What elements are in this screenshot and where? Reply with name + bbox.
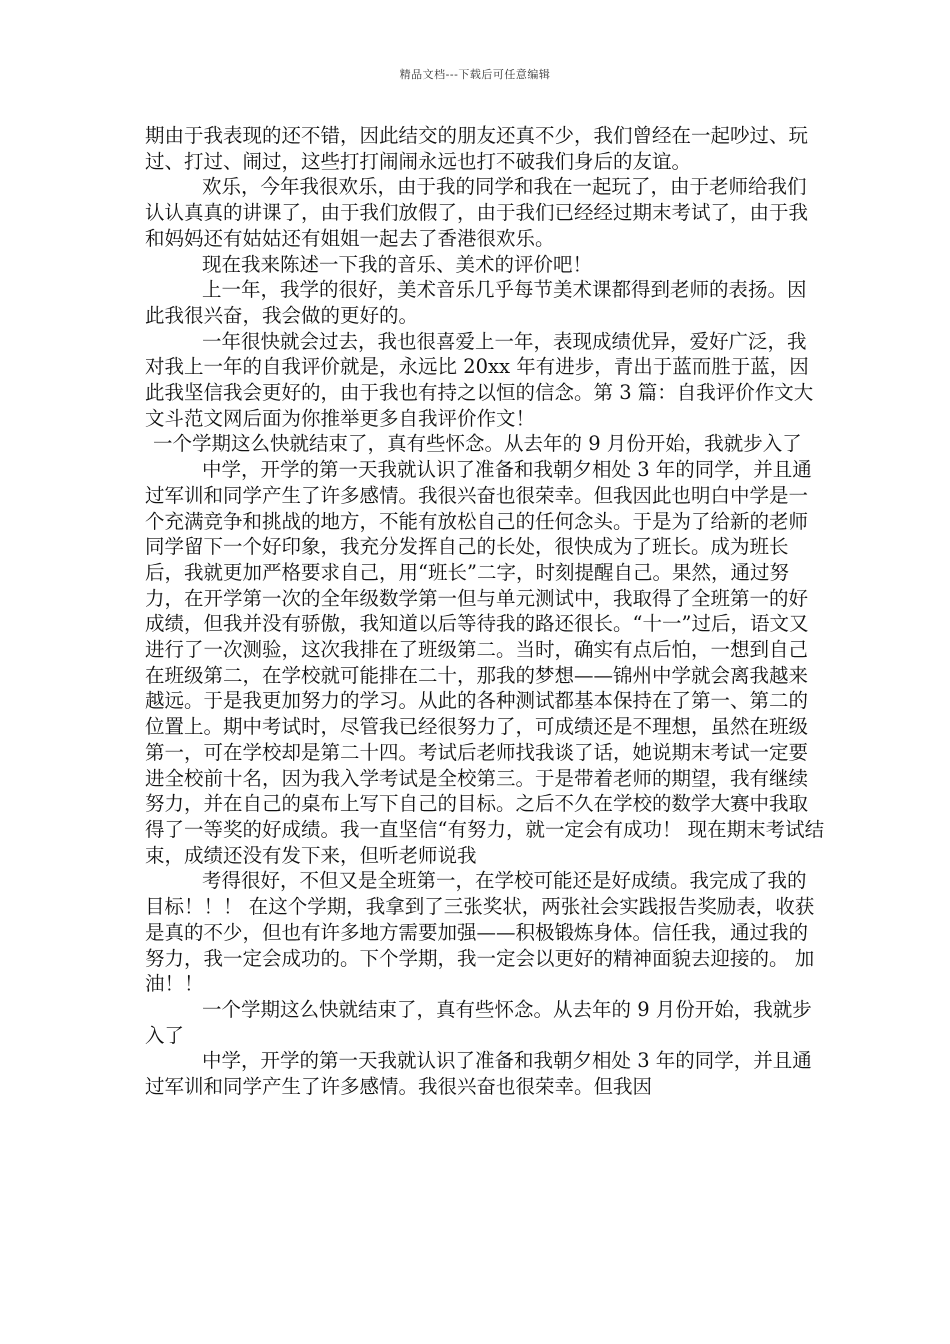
paragraph: 欢乐，今年我很欢乐，由于我的同学和我在一起玩了，由于老师给我们认认真真的讲课了，由于我们放假了，由于我们已经经过期末考试了，由于我和妈妈还有姑姑还有姐姐一起去了香港很欢乐。 bbox=[145, 175, 809, 250]
page-header: 精品文档---下载后可任意编辑 bbox=[399, 68, 551, 81]
paragraph: 考得很好，不但又是全班第一，在学校可能还是好成绩。我完成了我的目标！！！ 在这个学期，我拿到了三张奖状，两张社会实践报告奖励表，收获是真的不少，但也有许多地方需要加强——积极锻炼身体。信任我，通过我的努力，我一定会成功的。下个学期，我一定会以更好的精神面貌去迎接的。 加油！！ bbox=[145, 869, 815, 996]
document-body bbox=[145, 123, 825, 1100]
paragraph: 中学，开学的第一天我就认识了准备和我朝夕相处 3 年的同学，并且通过军训和同学产生了许多感情。我很兴奋也很荣幸。但我因 bbox=[145, 1049, 812, 1099]
paragraph: 期由于我表现的还不错，因此结交的朋友还真不少，我们曾经在一起吵过、玩过、打过、闹过，这些打打闹闹永远也打不破我们身后的友谊。 bbox=[145, 124, 809, 173]
paragraph: 一个学期这么快就结束了，真有些怀念。从去年的 9 月份开始，我就步入了 bbox=[153, 432, 802, 456]
paragraph: 上一年，我学的很好，美术音乐几乎每节美术课都得到老师的表扬。因此我很兴奋，我会做的更好的。 bbox=[145, 278, 807, 327]
paragraph: 一个学期这么快就结束了，真有些怀念。从去年的 9 月份开始，我就步入了 bbox=[145, 997, 812, 1047]
paragraph: 一年很快就会过去，我也很喜爱上一年，表现成绩优异，爱好广泛，我对我上一年的自我评价就是，永远比 20xx 年有进步，青出于蓝而胜于蓝，因此我坚信我会更好的，由于我也有持之以恒的信念。第 3 篇：自我评价作文大文斗范文网后面为你推举更多自我评价作文！ bbox=[145, 329, 814, 430]
paragraph: 现在我来陈述一下我的音乐、美术的评价吧！ bbox=[202, 252, 593, 276]
paragraph: 中学，开学的第一天我就认识了准备和我朝夕相处 3 年的同学，并且通过军训和同学产生了许多感情。我很兴奋也很荣幸。但我因此也明白中学是一个充满竞争和挑战的地方，不能有放松自己的任何念头。于是为了给新的老师同学留下一个好印象，我充分发挥自己的长处，很快成为了班长。成为班长后，我就更加严格要求自己，用“班长”二字，时刻提醒自己。果然，通过努力，在开学第一次的全年级数学第一但与单元测试中，我取得了全班第一的好成绩，但我并没有骄傲，我知道以后等待我的路还很长。“十一”过后，语文又进行了一次测验，这次我排在了班级第二。当时，确实有点后怕，一想到自己在班级第二，在学校就可能排在二十，那我的梦想——锦州中学就会离我越来越远。于是我更加努力的学习。从此的各种测试都基本保持在了第一、第二的位置上。期中考试时，尽管我已经很努力了，可成绩还是不理想，虽然在班级第一，可在学校却是第二十四。考试后老师找我谈了话，她说期末考试一定要进全校前十名，因为我入学考试是全校第三。于是带着老师的期望，我有继续努力，并在自己的桌布上写下自己的目标。之后不久在学校的数学大赛中我取得了一等奖的好成绩。我一直坚信“有努力，就一定会有成功！ 现在期末考试结束，成绩还没有发下来，但听老师说我 bbox=[145, 458, 825, 867]
